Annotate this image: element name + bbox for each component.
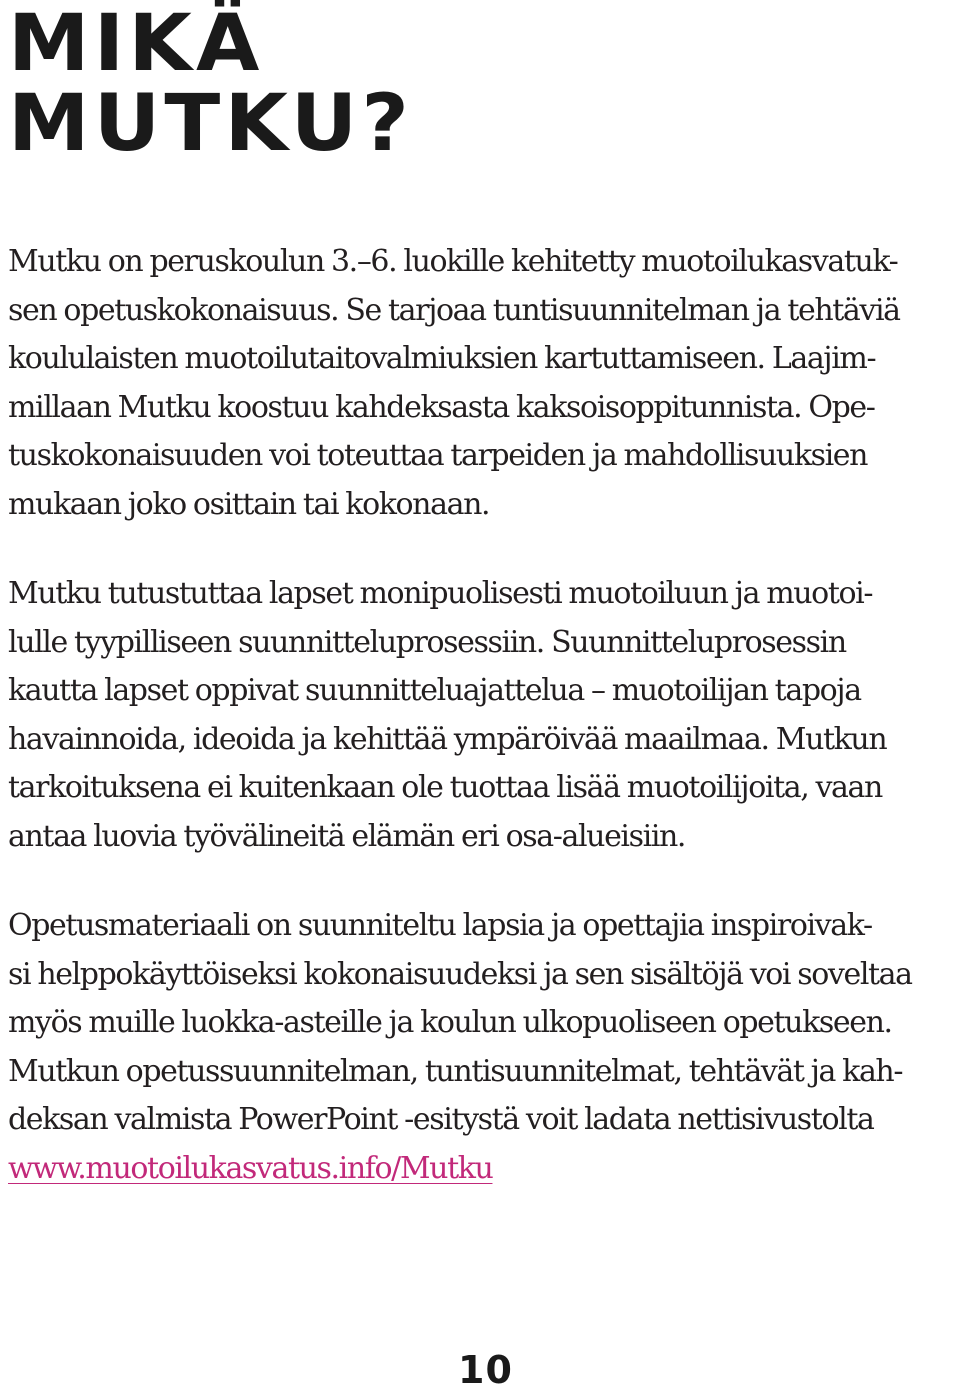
paragraph-line: myös muille luokka-asteille ja koulun ulkopuoliseen opetukseen. — [8, 1005, 892, 1040]
intro-paragraph — [8, 238, 958, 529]
paragraph-line: si helppokäyttöiseksi kokonaisuudeksi ja sen sisältöjä voi soveltaa — [8, 956, 912, 992]
paragraph-line: tuskokonaisuuden voi toteuttaa tarpeiden ja mahdollisuuksien — [8, 438, 868, 473]
materials-paragraph — [8, 902, 958, 1193]
process-paragraph — [8, 570, 958, 861]
paragraph-line: Mutkun opetussuunnitelman, tuntisuunnitelmat, tehtävät ja kah- — [8, 1053, 903, 1089]
paragraph-line: lulle tyypilliseen suunnitteluprosessiin. Suunnitteluprosessin — [8, 624, 846, 660]
paragraph-line: Opetusmateriaali on suunniteltu lapsia ja opettajia inspiroivak- — [8, 908, 872, 943]
paragraph-line: koululaisten muotoilutaitovalmiuksien kartuttamiseen. Laajim- — [8, 341, 876, 376]
paragraph-line: Mutku on peruskoulun 3.–6. luokille kehitetty muotoilukasvatuk- — [8, 244, 898, 279]
mutku-website-link[interactable]: www.muotoilukasvatus.info/Mutku — [8, 1150, 493, 1186]
paragraph-line: millaan Mutku koostuu kahdeksasta kaksoisoppitunnista. Ope- — [8, 389, 875, 425]
paragraph-line: sen opetuskokonaisuus. Se tarjoaa tuntisuunnitelman ja tehtäviä — [8, 292, 900, 328]
paragraph-line: Mutku tutustuttaa lapset monipuolisesti muotoiluun ja muotoi- — [8, 576, 873, 611]
paragraph-line: kautta lapset oppivat suunnitteluajattelua – muotoilijan tapoja — [8, 673, 861, 708]
heading-line-1: MIKÄ — [8, 0, 264, 89]
heading-line-2: MUTKU? — [8, 79, 414, 169]
paragraph-line: havainnoida, ideoida ja kehittää ympäröivää maailmaa. Mutkun — [8, 721, 887, 757]
paragraph-line: tarkoituksena ei kuitenkaan ole tuottaa lisää muotoilijoita, vaan — [8, 770, 882, 805]
paragraph-line — [8, 1145, 958, 1194]
paragraph-line: mukaan joko osittain tai kokonaan. — [8, 486, 490, 522]
page-heading — [8, 0, 414, 169]
paragraph-line: deksan valmista PowerPoint -esitystä voit ladata nettisivustolta — [8, 1102, 874, 1137]
paragraph-line: antaa luovia työvälineitä elämän eri osa-alueisiin. — [8, 818, 686, 854]
page-number: 10 — [458, 1348, 513, 1392]
